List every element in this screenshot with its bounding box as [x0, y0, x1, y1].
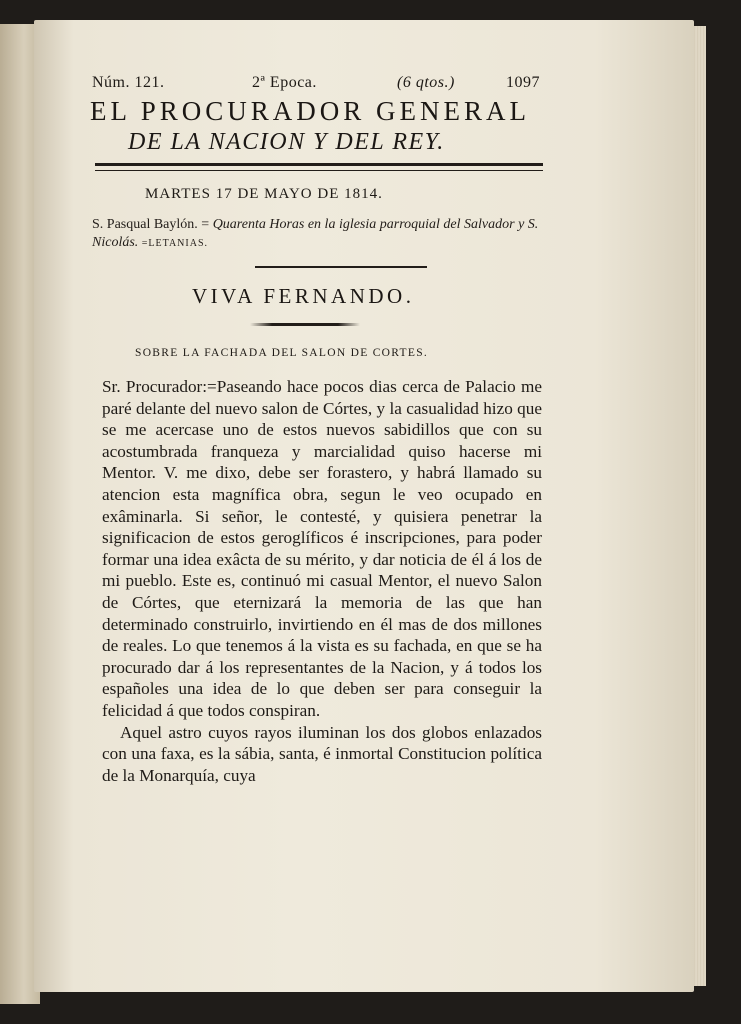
devotion-text: Quarenta Horas en la iglesia parroquial del Salvador y S. Nicolás.	[92, 217, 539, 250]
ornamental-rule	[250, 323, 360, 326]
viva-heading: VIVA FERNANDO.	[192, 284, 415, 308]
divider-rule	[255, 266, 427, 268]
saints-of-day	[92, 216, 562, 253]
issue-number: Núm. 121.	[92, 74, 165, 91]
masthead-subtitle: DE LA NACION Y DEL REY.	[128, 129, 445, 155]
article-paragraph: Sr. Procurador:=Paseando hace pocos dias cerca de Palacio me paré delante del nuevo salon de Córtes, y la casualidad hizo que se me acercase uno de estos nuevos sabidillos que con su acostumbrada franqueza y marcialidad quiso hacerse mi Mentor. V. me dixo, debe ser forastero, y habrá llamado su atencion esta magnífica obra, segun le veo ocupado en exâminarla. Si señor, le contesté, y quisiera penetrar la significacion de estos geroglíficos é inscripciones, para poder formar una idea exâcta de su mérito, y dar noticia de él á los de mi pueblo. Este es, continuó mi casual Mentor, el nuevo Salon de Córtes, que eternizará la memoria de las que han determinado construirlo, invirtiendo en él mas de dos millones de reales. Lo que tenemos á la vista es su fachada, en que se ha procurado dar á los representantes de la Nacion, y á todos los españoles una idea de lo que deben ser para conseguir la felicidad á que todos conspiran.	[102, 377, 542, 720]
article-body	[102, 376, 542, 786]
letanias-text: =LETANIAS.	[141, 238, 209, 249]
page-number: 1097	[506, 74, 540, 91]
issue-epoch: 2ª Epoca.	[252, 74, 317, 91]
article-paragraph: Aquel astro cuyos rayos iluminan los dos globos enlazados con una faxa, es la sábia, santa, é inmortal Constitucion política de la Monarquía, cuya	[102, 722, 542, 785]
masthead-rule	[95, 163, 543, 171]
dateline: MARTES 17 DE MAYO DE 1814.	[145, 186, 383, 202]
issue-pliegos: (6 qtos.)	[397, 74, 455, 91]
article-title: SOBRE LA FACHADA DEL SALON DE CORTES.	[135, 347, 429, 359]
masthead-title: EL PROCURADOR GENERAL	[90, 96, 531, 126]
issue-header	[92, 74, 572, 98]
saint-name: S. Pasqual Baylón. =	[92, 217, 210, 232]
